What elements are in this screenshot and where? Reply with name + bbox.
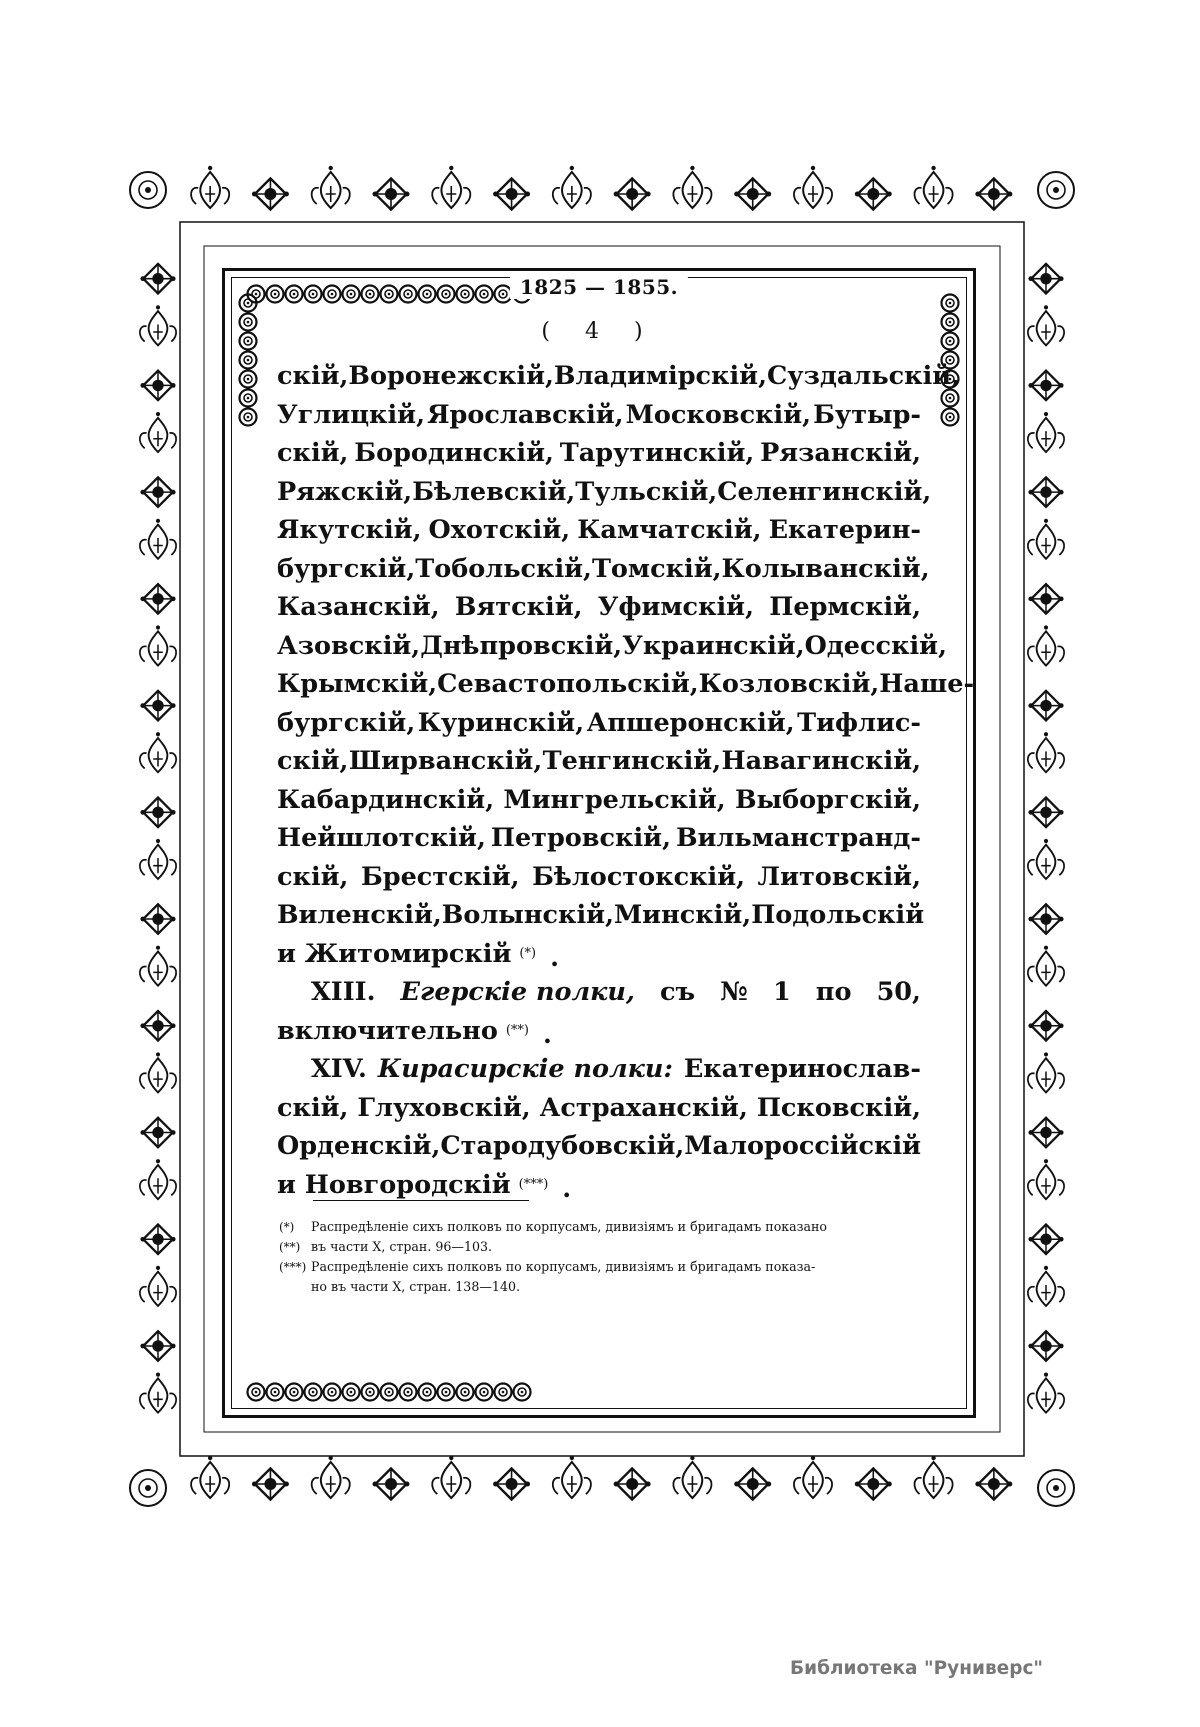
ornament-motif [140,412,176,452]
body-word: Виленскій, [277,900,442,930]
main-text [277,357,975,1204]
body-word: бургскій, [277,707,416,738]
section-xiii-word: 1 [772,977,791,1007]
body-word: Петровскій, [490,823,671,853]
body-word: Подольскій [751,900,925,930]
ornament-motif [140,839,176,879]
body-word: Днѣпровскій, [420,630,623,661]
body-word: бургскій, [277,553,416,584]
xiv-word: Орденскій, [277,1131,441,1161]
body-line [277,704,921,743]
footnotes [279,1217,919,1297]
body-word: Селенгинскій, [717,476,932,507]
body-line [277,819,921,858]
chain-link [476,1384,493,1401]
footnote-ref-1: (*) [519,945,537,961]
section-xiii-word: съ [659,977,696,1007]
ornament-motif [914,1456,952,1498]
xiv-word: скій, [277,1092,349,1123]
ornament-motif [191,166,229,208]
ornament-motif [1028,797,1063,827]
chain-link [362,1384,379,1401]
ornament-motif [432,1456,470,1498]
body-word: Наше- [879,669,975,699]
ornament-motif [1028,370,1063,400]
body-line [277,434,921,473]
body-word: Томскій, [591,553,722,584]
body-word: Крымскій, [277,669,438,699]
corner-ornament [1038,1470,1074,1506]
ornament-motif [1028,1011,1063,1041]
body-line [277,627,947,666]
chain-link [438,1384,455,1401]
ornament-motif [140,370,175,400]
body-word: Воронежскій, [348,361,554,391]
ornament-motif [140,1224,175,1254]
ornament-motif [1028,1331,1063,1361]
body-word: Выборгскій, [734,784,921,815]
chain-link [305,1384,322,1401]
section-xiii-title: Егерскіе полки, [400,977,635,1007]
body-word: Уфимскій, [597,592,754,622]
ornament-motif [140,305,176,345]
ornament-motif [191,1456,229,1498]
ornament-motif [140,904,175,934]
body-word: Ряжскій, [277,476,413,507]
ornament-motif [493,1468,530,1500]
ornament-motif [673,166,711,208]
section-xiii-word: 50, [876,977,921,1007]
body-word: Ярославскій, [427,399,624,430]
body-word: Вятскій, [454,592,583,622]
ornament-motif [432,166,470,208]
body-word: Севастопольскій, [437,669,699,699]
chain-link [305,286,322,303]
ornament-motif [1028,1373,1064,1413]
ornament-motif [1028,946,1064,986]
ornament-motif [140,1052,176,1092]
ornament-motif [855,1468,892,1500]
ornament-motif [140,477,175,507]
ornament-motif [1028,904,1063,934]
ornament-motif [1028,305,1064,345]
ornament-motif [914,166,952,208]
footnote-divider [313,1200,529,1201]
ornament-motif [140,690,175,720]
chain-link [324,1384,341,1401]
xiv-last-text: и Новгородскій [277,1169,511,1200]
ornament-motif [373,1468,410,1500]
ornament-motif [1028,1052,1064,1092]
page-number: ( 4 ) [541,319,657,344]
body-line [277,665,975,704]
body-word: Екатерин- [768,515,921,545]
chain-link [381,286,398,303]
footnote [279,1237,919,1257]
chain-link [267,1384,284,1401]
ornament-motif [975,1468,1012,1500]
ornament-motif [140,584,175,614]
body-word: Козловскій, [698,669,880,699]
ornament-motif [553,1456,591,1498]
chain-link [286,1384,303,1401]
chain-link [381,1384,398,1401]
body-word: Тенгинскій, [542,746,722,776]
footnote-text: Распредѣленіе сихъ полковъ по корпусамъ, дивизіямъ и бригадамъ показано [311,1219,828,1234]
body-word: Бѣлостокскій, [532,861,745,892]
section-xiv-title: Кирасирскіе полки: [377,1054,673,1084]
footnote [279,1257,919,1277]
xiv-word: Псковскій, [756,1092,921,1123]
xiv-word: Стародубовскій, [440,1131,685,1161]
body-word: Владимірскій, [553,361,767,391]
ornament-motif [794,1456,832,1498]
body-word: скій, [277,861,349,892]
chain-link [240,371,257,388]
ornament-motif [312,166,350,208]
ornament-motif [140,946,176,986]
body-line [277,588,921,627]
section-xiii-cont-text: включительно [277,1015,498,1046]
ornament-motif [373,178,410,210]
chain-link [514,1384,531,1401]
chain-link [362,286,379,303]
chain-link [240,409,257,426]
ornament-motif [1028,625,1064,665]
chain-border-bottom [239,1381,539,1403]
body-line [277,511,921,550]
section-xiii-numeral: XIII. [311,977,376,1007]
ornament-motif [614,1468,651,1500]
ornament-motif [140,1266,176,1306]
body-word: Мингрельскій, [503,784,726,815]
body-word: Навагинскій, [721,746,921,776]
ornament-motif [312,1456,350,1498]
section-xiv-heading [277,1050,921,1089]
body-word: Охотскій, [428,515,571,545]
ornament-motif [140,1011,175,1041]
chain-link [457,286,474,303]
chain-link [457,1384,474,1401]
ornament-motif [855,178,892,210]
body-word: Суздальскій, [766,361,961,391]
xiv-word: Астраханскій, [539,1092,748,1123]
xiv-end: . [562,1174,572,1204]
body-word: Тобольскій, [415,553,592,584]
body-word: Украинскій, [622,630,805,661]
ornament-motif [140,625,176,665]
ornament-motif [140,732,176,772]
footnote [279,1277,919,1297]
xiv-word: Малороссійскій [684,1131,922,1161]
chain-border-left [237,285,259,435]
chain-link [400,1384,417,1401]
chain-link [324,286,341,303]
ornament-motif [734,1468,771,1500]
ornament-motif [1028,519,1064,559]
body-word: Бородинскій, [354,438,554,468]
footnote-mark: (***) [279,1260,307,1274]
chain-link [240,390,257,407]
chain-link [240,352,257,369]
chain-link [942,295,959,312]
footnote-text: но въ части X, стран. 138—140. [311,1279,520,1294]
footnote-text: Распредѣленіе сихъ полковъ по корпусамъ, дивизіямъ и бригадамъ показа- [311,1259,816,1274]
body-word: скій, [277,746,349,776]
footnote-ref-3: (***) [518,1176,549,1192]
body-line [277,858,921,897]
section-xiii-end: . [542,1020,552,1050]
body-word: Волынскій, [441,900,614,930]
ornament-motif [1028,584,1063,614]
chain-link [438,286,455,303]
chain-link [240,295,257,312]
ornament-motif [1028,1224,1063,1254]
ornament-motif [734,178,771,210]
ornament-motif [1028,263,1063,293]
corner-ornament [130,172,166,208]
ornament-motif [1028,1266,1064,1306]
ornament-motif [794,166,832,208]
body-word: Куринскій, [417,707,585,738]
xiv-word: Глуховскій, [357,1092,531,1123]
body-word: Тарутинскій, [559,438,755,468]
body-word: Азовскій, [277,630,421,661]
footnote-text: въ части X, стран. 96—103. [311,1239,492,1254]
chain-link [248,1384,265,1401]
footnote [279,1217,919,1237]
body-word: Пермскій, [769,592,921,622]
ornament-motif [140,519,176,559]
body-word: Углицкій, [277,399,425,430]
ornament-motif [1028,477,1063,507]
ornament-motif [252,1468,289,1500]
ornament-motif [1028,732,1064,772]
line-zhitomir [277,935,921,974]
chain-link [419,1384,436,1401]
ornament-motif [252,178,289,210]
corner-ornament [1038,172,1074,208]
body-line [277,357,961,396]
chain-border-top [239,283,539,305]
ornament-motif [140,1373,176,1413]
section-xiii-word: № [720,977,748,1007]
zhitomir-text: и Житомирскій [277,938,512,969]
corner-ornament [130,1470,166,1506]
ornament-motif [140,797,175,827]
body-word: Бутыр- [813,399,921,430]
ornament-motif [1028,1159,1064,1199]
body-line [277,550,930,589]
section-xiv-line [277,1127,921,1166]
ornament-motif [1028,1117,1063,1147]
body-word: Минскій, [613,900,752,930]
chain-link [476,286,493,303]
body-word: Апшеронскій, [586,707,795,738]
footnote-mark [279,1277,311,1297]
body-line [277,896,925,935]
body-lines [277,357,975,935]
inner-frame [222,268,976,1418]
body-line [277,781,921,820]
body-word: Ширванскій, [348,746,543,776]
section-xiv-first: Екатеринослав- [683,1054,921,1084]
ornament-motif [1028,690,1063,720]
ornament-motif [1028,839,1064,879]
zhitomir-end: . [550,943,559,973]
footnote-mark: (*) [279,1220,295,1234]
header-years: 1825 — 1855. [510,275,688,299]
footnote-ref-2: (**) [505,1022,529,1038]
chain-link [400,286,417,303]
chain-link [267,286,284,303]
body-word: Казанскій, [277,592,440,622]
body-word: Бѣлевскій, [412,476,576,507]
ornament-motif [673,1456,711,1498]
chain-link [942,409,959,426]
section-xiv-last [277,1166,921,1205]
ornament-motif [140,1331,175,1361]
ornament-motif [614,178,651,210]
ornament-motif [140,1159,176,1199]
ornament-motif [1028,412,1064,452]
body-word: Нейшлотскій, [277,823,486,853]
body-word: Якутскій, [277,515,422,545]
ornament-motif [140,263,175,293]
body-word: Тифлис- [797,707,921,738]
chain-link [419,286,436,303]
body-word: скій, [277,361,349,391]
ornament-motif [493,178,530,210]
section-xiv-numeral: XIV. [311,1054,367,1084]
body-word: Кабардинскій, [277,784,495,815]
section-xiii-cont [277,1012,921,1051]
body-word: Рязанскій, [760,438,921,468]
section-xiii-word: по [815,977,852,1007]
chain-link [286,286,303,303]
body-word: Брестскій, [360,861,520,892]
chain-link [343,286,360,303]
body-word: Колыванскій, [721,553,930,584]
library-watermark: Библиотека "Руниверс" [790,1658,1044,1679]
chain-link [495,1384,512,1401]
body-word: Вильманстранд- [675,823,921,853]
ornament-motif [975,178,1012,210]
ornament-motif [140,1117,175,1147]
body-word: скій, [277,438,349,468]
body-line [277,742,921,781]
section-xiv-line [277,1089,921,1128]
body-word: Одесскій, [804,630,947,661]
section-xiii-heading [277,973,921,1012]
body-word: Тульскій, [575,476,718,507]
body-word: Камчатскій, [577,515,762,545]
body-word: Московскій, [625,399,811,430]
chain-link [343,1384,360,1401]
body-line [277,396,921,435]
ornament-motif [553,166,591,208]
footnote-mark: (**) [279,1240,301,1254]
body-line [277,473,932,512]
body-word: Литовскій, [757,861,921,892]
